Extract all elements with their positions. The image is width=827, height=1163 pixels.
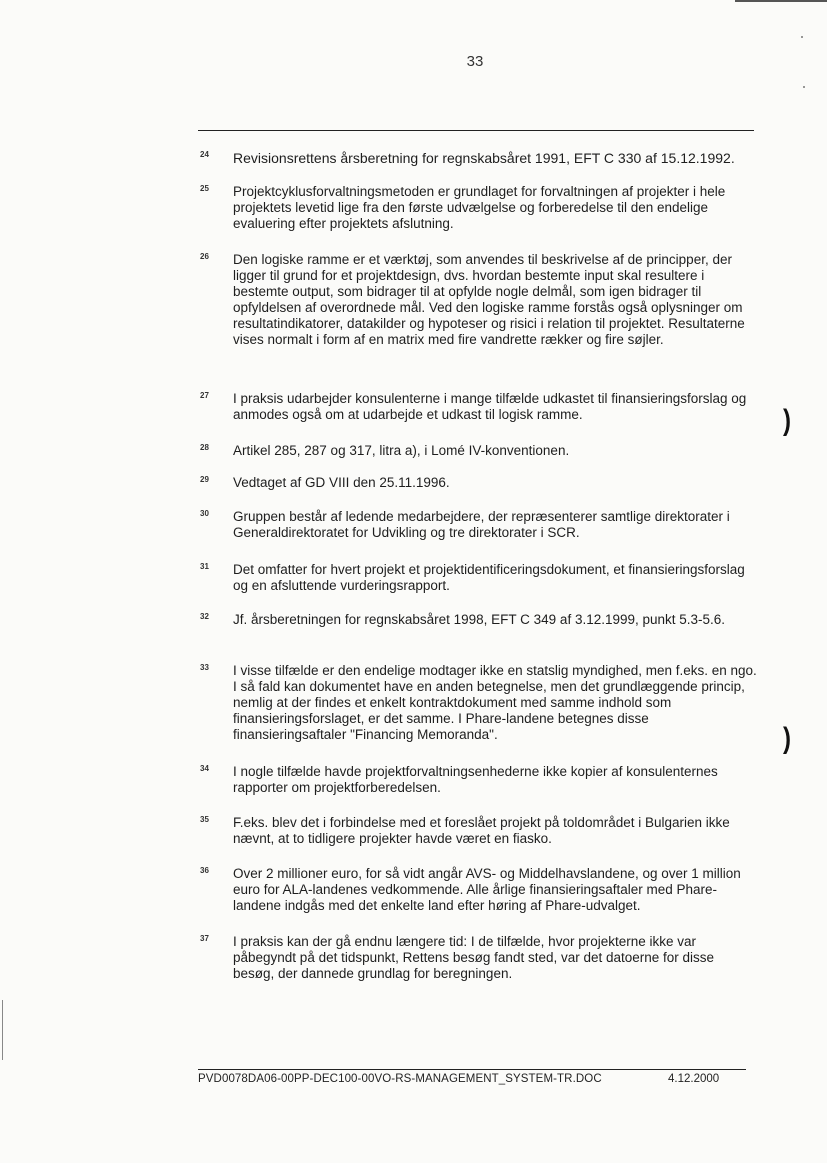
footnote-number: 28 — [200, 443, 209, 452]
margin-change-mark: ) — [783, 722, 791, 755]
footnote-number: 30 — [200, 509, 209, 518]
footnote-text: Vedtaget af GD VIII den 25.11.1996. — [233, 475, 450, 490]
margin-change-mark: ) — [783, 404, 791, 437]
footnote-text: Projektcyklusforvaltningsmetoden er grundlaget for forvaltningen af projekter i hele projektets levetid lige fra den første udvælgelse og forberedelse til den endelige evaluering efter projektets afslutning. — [233, 184, 726, 231]
footnote-text: Det omfatter for hvert projekt et projektidentificeringsdokument, et finansieringsforslag og en afsluttende vurderingsrapport. — [233, 562, 745, 593]
footnote-text: Artikel 285, 287 og 317, litra a), i Lomé IV-konventionen. — [233, 443, 570, 458]
footnote-text: Den logiske ramme er et værktøj, som anvendes til beskrivelse af de principper, der ligger til grund for et projektdesign, dvs. hvordan bestemte input skal resultere i bestemte output, som bidrager til at opfylde nogle delmål, som igen bidrager til opfyldelsen af overordnede mål. Ved den logiske ramme forstås også oplysninger om resultatindikatorer, datakilder og hypoteser og risici i relation til projektet. Resultaterne vises normalt i form af en matrix med fire vandrette rækker og fire søjler. — [233, 252, 745, 347]
scan-edge-line-left — [2, 1000, 3, 1060]
footnote-text: F.eks. blev det i forbindelse med et foreslået projekt på toldområdet i Bulgarien ikke nævnt, at to tidligere projekter havde været en fiasko. — [233, 815, 730, 846]
footnote-text: Revisionsrettens årsberetning for regnskabsåret 1991, EFT C 330 af 15.12.1992. — [233, 150, 735, 166]
scan-edge-line — [735, 0, 827, 2]
page-number: 33 — [466, 53, 484, 70]
footnote-number: 33 — [200, 663, 209, 672]
footnote-number: 29 — [200, 475, 209, 484]
footnote-text: I nogle tilfælde havde projektforvaltningsenhederne ikke kopier af konsulenternes rapporter om projektforberedelsen. — [233, 764, 718, 795]
footnote-text: Gruppen består af ledende medarbejdere, der repræsenterer samtlige direktorater i Generaldirektoratet for Udvikling og tre direktorater i SCR. — [233, 509, 730, 540]
footnote-number: 26 — [200, 252, 209, 261]
footnote-text: Over 2 millioner euro, for så vidt angår AVS- og Middelhavslandene, og over 1 million euro for ALA-landenes vedkommende. Alle årlige finansieringsaftaler med Phare-landene indgås med det enkelte land efter høring af Phare-udvalget. — [233, 866, 741, 913]
footnote-text: I praksis kan der gå endnu længere tid: I de tilfælde, hvor projekterne ikke var påbegyndt på det tidspunkt, Rettens besøg fandt sted, var det datoerne for disse besøg, der dannede grundlag for beregningen. — [233, 934, 715, 981]
scan-speck — [801, 36, 803, 38]
footer-date: 4.12.2000 — [668, 1073, 720, 1085]
footnote-number: 31 — [200, 562, 209, 571]
footnote-number: 35 — [200, 815, 209, 824]
footnote-number: 32 — [200, 612, 209, 621]
footnote-text: I visse tilfælde er den endelige modtager ikke en statslig myndighed, men f.eks. en ngo. I så fald kan dokumentet have en anden betegnelse, men det grundlæggende princip, nemlig at der findes et enkelt kontraktdokument med samme indhold som finansieringsforslaget, er det samme. I Phare-landene betegnes disse finansieringsaftaler "Financing Memoranda". — [233, 663, 757, 742]
footnote-text: Jf. årsberetningen for regnskabsåret 1998, EFT C 349 af 3.12.1999, punkt 5.3-5.6. — [233, 612, 726, 627]
footnote-number: 34 — [200, 764, 209, 773]
footnote-number: 27 — [200, 391, 209, 400]
footnote-number: 24 — [200, 150, 209, 159]
footer-rule — [198, 1069, 746, 1070]
footnote-number: 36 — [200, 866, 209, 875]
footnote-number: 37 — [200, 934, 209, 943]
scan-speck — [803, 86, 805, 88]
footnote-number: 25 — [200, 184, 209, 193]
footnote-text: I praksis udarbejder konsulenterne i mange tilfælde udkastet til finansieringsforslag og anmodes også om at udarbejde et udkast til logisk ramme. — [233, 391, 747, 422]
footer-filename: PVD0078DA06-00PP-DEC100-00VO-RS-MANAGEMENT_SYSTEM-TR.DOC — [198, 1073, 602, 1085]
footnote-separator-rule — [198, 130, 754, 131]
